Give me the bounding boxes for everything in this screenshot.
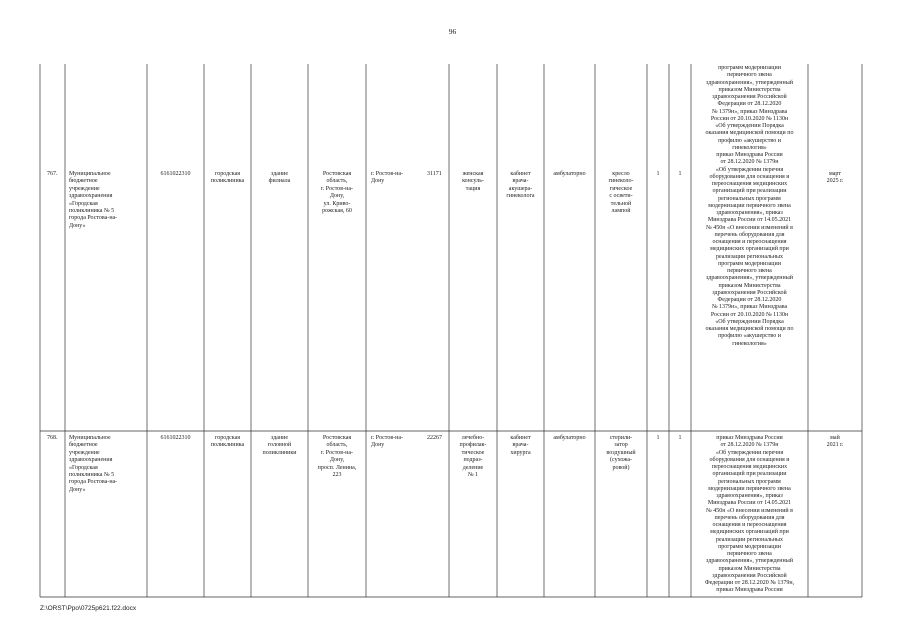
row-767-care-type: амбулаторно <box>553 171 586 177</box>
row-767-building: здание филиала <box>268 171 291 185</box>
row-767-room: кабинет врача- акушера- гинеколога <box>506 171 535 200</box>
row-767-basis: программ модернизации первичного звена здравоохранения», утвержденный приказом Министерства здравоохранения Российской Федерации от 28.12.2020 № 1379н», приказ Минздрава России от 20.10.2020 № 1130н «Об утверждении Порядка оказания медицинской помощи по профилю «акушерство и гинекология» приказ Минздрава России от 28.12.2020 № 1379н «Об утверждении перечня оборудования для оснащения и переоснащения медицинских организаций при реализации региональных программ модернизации первичного звена здравоохранения», приказ Минздрава России от 14.05.2021 № 450н «О внесении изменений в перечень оборудования для оснащения и переоснащения медицинских организаций при реализации региональных программ модернизации первичного звена здравоохранения», утвержденный приказом Министерства здравоохранения Российской Федерации от 28.12.2020 № 1379н», приказ Минздрава России от 20.10.2020 № 1130н «Об утверждении Порядка оказания медицинской помощи по профилю «акушерство и гинекология» <box>705 65 794 347</box>
row-767-number: 767. <box>47 171 58 177</box>
row-767-date: март 2025 г. <box>826 171 844 185</box>
row-768-date: май 2021 г. <box>826 435 844 449</box>
row-767-code: 31171 <box>427 171 442 177</box>
row-767-equipment: кресло гинеколо- гическое с освети- тельной лампой <box>608 171 634 215</box>
row-768-quantity-2: 1 <box>678 435 682 441</box>
page-number: 96 <box>448 27 457 36</box>
row-767-institution-type: городская поликлиника <box>210 171 245 185</box>
row-768-inn: 6161022310 <box>160 435 191 441</box>
row-768-code: 22267 <box>427 435 442 441</box>
footer-file-path: Z:\ORST\Ppo\0725p621.f22.docx <box>40 605 137 612</box>
row-768-quantity-1: 1 <box>656 435 660 441</box>
row-768-care-type: амбулаторно <box>553 435 586 441</box>
row-768-address: Ростовская область, г. Ростов-на- Дону, просп. Ленина, 223 <box>317 435 357 479</box>
row-768-institution-type: городская поликлиника <box>210 435 245 449</box>
row-767-locality: г. Ростов-на- Дону <box>371 171 404 185</box>
row-767-address: Ростовская область, г. Ростов-на- Дону, ул. Криво- рожская, 60 <box>320 171 354 215</box>
row-768-department: лечебно- профилак- тическое подраз- деление № 1 <box>459 435 487 479</box>
row-768-equipment: стерили- затор воздушный (сухожа- ровой) <box>606 435 636 471</box>
row-768-number: 768. <box>47 435 58 441</box>
row-767-department: женская консуль- тация <box>462 171 484 192</box>
row-767-quantity-2: 1 <box>678 171 682 177</box>
row-768-basis: приказ Минздрава России от 28.12.2020 № 1379н «Об утверждении перечня оборудования для оснащения и переоснащения медицинских организаций при реализации региональных программ модернизации первичного звена здравоохранения», приказ Минздрава России от 14.05.2021 № 450н «О внесении изменений в перечень оборудования для оснащения и переоснащения медицинских организаций при реализации региональных программ модернизации первичного звена здравоохранения», утвержденный приказом Министерства здравоохранения Российской Федерации от 28.12.2020 № 1379н, приказ Минздрава России <box>704 435 795 594</box>
row-767-inn: 6161022310 <box>160 171 191 177</box>
row-768-building: здание головной поликлиники <box>262 435 297 456</box>
row-767-quantity-1: 1 <box>656 171 660 177</box>
row-768-room: кабинет врача- хирурга <box>510 435 531 456</box>
row-767-organization: Муниципальное бюджетное учреждение здравоохранения «Городская поликлиника № 5 города Ростова-на- Дону» <box>69 171 118 229</box>
row-768-locality: г. Ростов-на- Дону <box>371 435 404 449</box>
row-768-organization: Муниципальное бюджетное учреждение здравоохранения «Городская поликлиника № 5 города Ростова-на- Дону» <box>69 435 118 493</box>
